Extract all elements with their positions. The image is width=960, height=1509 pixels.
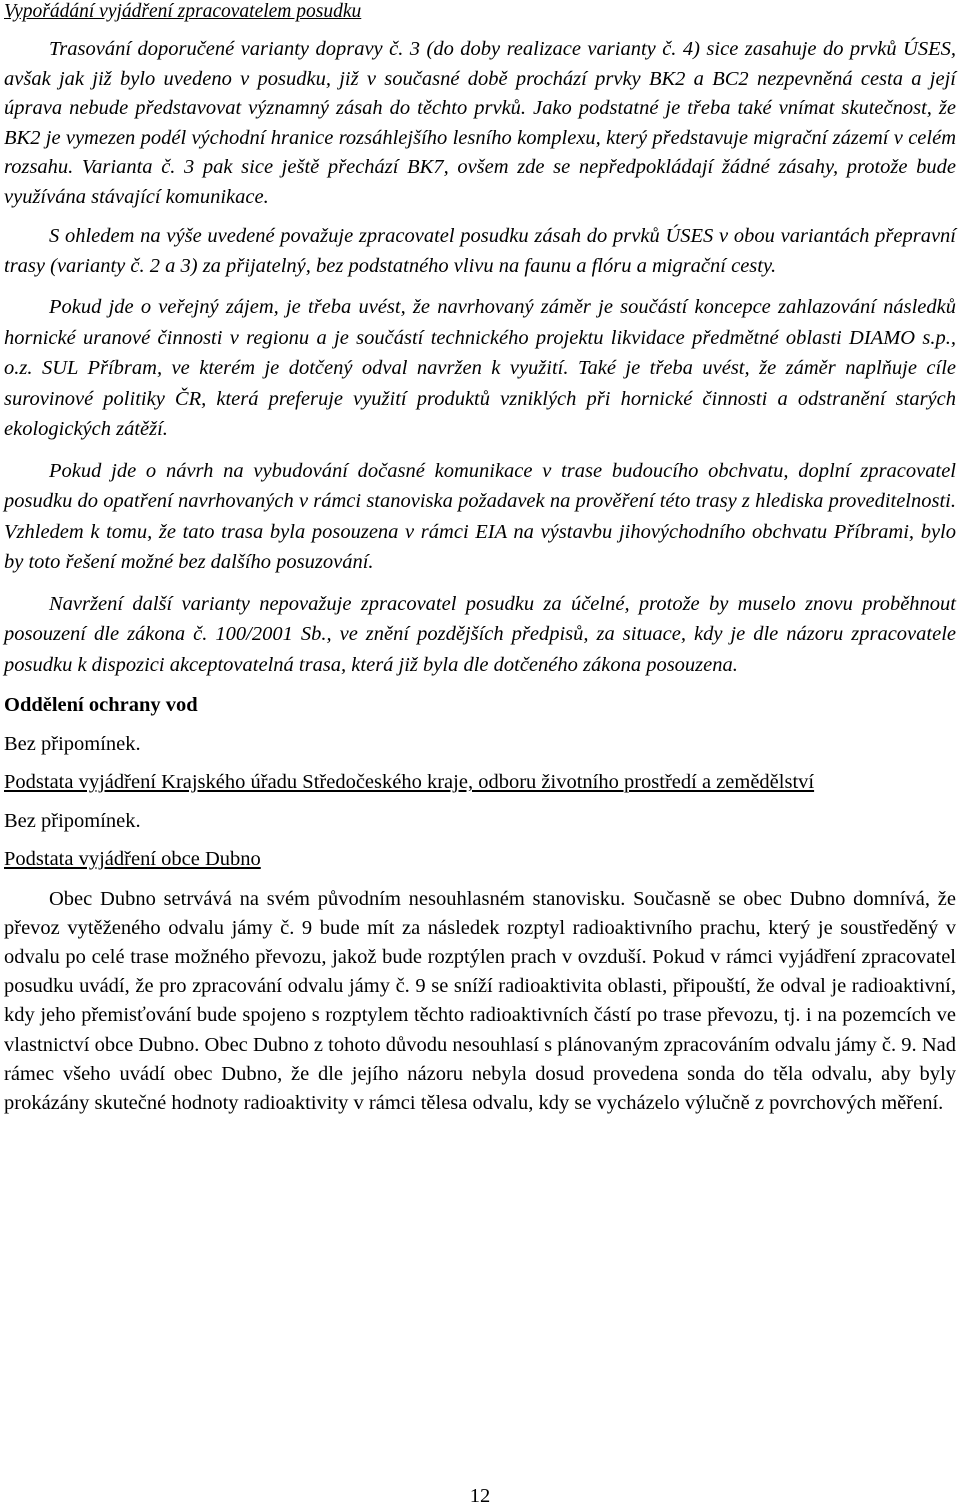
text-bez-pripominek-2: Bez připomínek. bbox=[4, 809, 141, 832]
paragraph-obec-dubno: Obec Dubno setrvává na svém původním nesouhlasném stanovisku. Současně se obec Dubno domnívá, že převoz vytěženého odvalu jámy č. 9 bude mít za následek rozptyl radioaktivního prachu, který je soustředěný v odvalu po celé trase možného převozu, jakož bude rozptýlen prach v ovzduší. Pokud v rámci vyjádření zpracovatel posudku uvádí, že pro zpracování odvalu jámy č. 9 se sníží radioaktivita oblasti, připouští, že odval je radioaktivní, kdy jeho přemisťování bude spojeno s rozptylem těchto radioaktivních částí po trase převozu, tj. i na pozemcích ve vlastnictví obce Dubno. Obec Dubno z tohoto důvodu nesouhlasí s plánovaným zpracováním odvalu jámy č. 9. Nad rámec všeho uvádí obec Dubno, že dle jejího názoru nebyla dosud provedena sonda do těla odvalu, aby byly prokázány skutečné hodnoty radioaktivity v rámci tělesa odvalu, kdy se vycházelo výlučně z povrchových měření. bbox=[4, 887, 956, 1114]
section-heading-ochrana-vod: Oddělení ochrany vod bbox=[4, 694, 198, 716]
page-number: 12 bbox=[469, 1485, 491, 1507]
section-heading-vyporadani: Vypořádání vyjádření zpracovatelem posudku bbox=[4, 1, 362, 22]
document-page bbox=[4, 0, 956, 1118]
section-heading-krajsky-urad: Podstata vyjádření Krajského úřadu Středočeského kraje, odboru životního prostředí a zemědělství bbox=[4, 771, 815, 793]
paragraph-verejny-zajem: Pokud jde o veřejný zájem, je třeba uvést, že navrhovaný záměr je součástí koncepce zahlazování následků hornické uranové činnosti v regionu a je součástí technického projektu likvidace předmětné oblasti DIAMO s.p., o.z. SUL Příbram, ve kterém je dotčený odval navržen k využití. Také je třeba uvést, že záměr naplňuje cíle surovinové politiky ČR, která preferuje využití produktů vzniklých při hornické činnosti a odstranění starých ekologických zátěží. bbox=[4, 296, 956, 440]
paragraph-trasovani: Trasování doporučené varianty dopravy č. 3 (do doby realizace varianty č. 4) sice zasahuje do prvků ÚSES, avšak jak již bylo uvedeno v posudku, již v současné době prochází prvky BK2 a BC2 nezpevněná cesta a její úprava nebude představovat významný zásah do těchto prvků. Jako podstatné je třeba také vnímat skutečnost, že BK2 je vymezen podél východní hranice rozsáhlejšího lesního komplexu, který představuje migrační zázemí v celém rozsahu. Varianta č. 3 pak sice ještě přechází BK7, ovšem zde se nepředpokládají žádné zásahy, protože bude využívána stávající komunikace. bbox=[4, 38, 956, 208]
section-heading-obec-dubno: Podstata vyjádření obce Dubno bbox=[4, 848, 261, 870]
paragraph-docasna-komunikace: Pokud jde o návrh na vybudování dočasné komunikace v trase budoucího obchvatu, doplní zpracovatel posudku do opatření navrhovaných v rámci stanoviska požadavek na prověření této trasy z hlediska proveditelnosti. Vzhledem k tomu, že tato trasa byla posouzena v rámci EIA na výstavbu jihovýchodního obchvatu Příbrami, bylo by toto řešení možné bez dalšího posuzování. bbox=[4, 459, 956, 573]
text-bez-pripominek-1: Bez připomínek. bbox=[4, 732, 141, 755]
paragraph-s-ohledem: S ohledem na výše uvedené považuje zpracovatel posudku zásah do prvků ÚSES v obou variantách přepravní trasy (varianty č. 2 a 3) za přijatelný, bez podstatného vlivu na faunu a flóru a migrační cesty. bbox=[4, 225, 956, 277]
paragraph-dalsi-varianty: Navržení další varianty nepovažuje zpracovatel posudku za účelné, protože by muselo znovu proběhnout posouzení dle zákona č. 100/2001 Sb., ve znění pozdějších předpisů, za situace, kdy je dle názoru zpracovatele posudku k dispozici akceptovatelná trasa, která již byla dle dotčeného zákona posouzena. bbox=[4, 592, 956, 676]
